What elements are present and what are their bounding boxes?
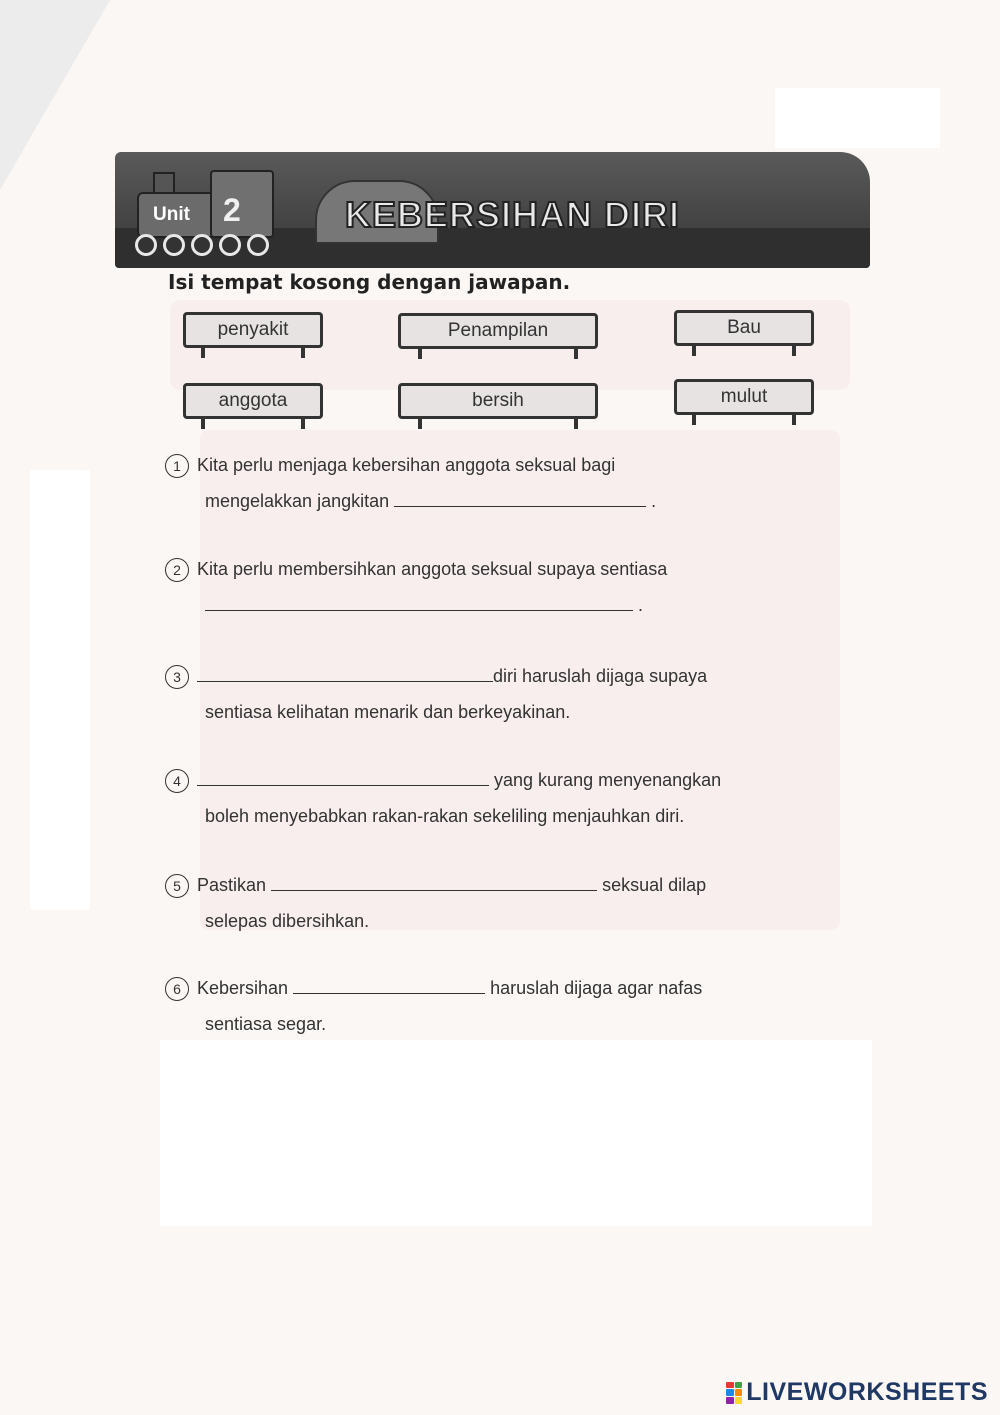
- word-sign-anggota: [183, 383, 323, 433]
- wheel: [163, 234, 185, 256]
- question-text: yang kurang menyenangkan: [494, 770, 722, 790]
- question-number: 3: [165, 665, 189, 689]
- answer-blank-2[interactable]: [205, 594, 633, 611]
- question-2: [165, 551, 667, 623]
- question-text: Kita perlu menjaga kebersihan anggota seksual bagi: [197, 455, 616, 475]
- question-text: Kebersihan: [197, 978, 289, 998]
- question-number: 2: [165, 558, 189, 582]
- question-number: 5: [165, 874, 189, 898]
- wheel: [191, 234, 213, 256]
- question-1: [165, 447, 656, 519]
- question-text: diri haruslah dijaga supaya: [493, 666, 708, 686]
- sign-post: [301, 346, 305, 358]
- word-sign-penampilan: [398, 313, 598, 363]
- punctuation: .: [651, 491, 657, 511]
- train-cab: [210, 170, 274, 238]
- word-sign-penyakit: [183, 312, 323, 362]
- unit-title: KEBERSIHAN DIRI: [345, 194, 681, 235]
- sign-post: [792, 344, 796, 356]
- sign-post: [692, 413, 696, 425]
- answer-blank-3[interactable]: [197, 665, 493, 682]
- question-text: Kita perlu membersihkan anggota seksual supaya sentiasa: [197, 559, 668, 579]
- instruction-text: Isi tempat kosong dengan jawapan.: [168, 270, 571, 294]
- train-wheels: [135, 234, 269, 256]
- sign-post: [792, 413, 796, 425]
- sign-post: [201, 346, 205, 358]
- word-label: anggota: [183, 383, 323, 419]
- wheel: [219, 234, 241, 256]
- answer-blank-1[interactable]: [394, 490, 646, 507]
- sign-post: [301, 417, 305, 429]
- logo-icon: [726, 1382, 742, 1404]
- question-number: 4: [165, 769, 189, 793]
- sign-post: [418, 347, 422, 359]
- liveworksheets-logo: [726, 1378, 988, 1407]
- question-text: mengelakkan jangkitan: [205, 491, 390, 511]
- white-patch: [30, 470, 90, 910]
- answer-blank-4[interactable]: [197, 769, 489, 786]
- sign-post: [574, 347, 578, 359]
- wheel: [247, 234, 269, 256]
- answer-blank-6[interactable]: [293, 977, 485, 994]
- sign-post: [201, 417, 205, 429]
- question-5: [165, 867, 706, 939]
- word-label: mulut: [674, 379, 814, 415]
- question-4: [165, 762, 721, 834]
- paper-fold-corner: [0, 0, 110, 190]
- punctuation: .: [638, 595, 644, 615]
- question-3: [165, 658, 707, 730]
- question-text: haruslah dijaga agar nafas: [490, 978, 703, 998]
- unit-label: Unit: [153, 204, 190, 225]
- word-label: Penampilan: [398, 313, 598, 349]
- brand-name: LIVEWORKSHEETS: [746, 1378, 988, 1406]
- word-label: bersih: [398, 383, 598, 419]
- word-label: Bau: [674, 310, 814, 346]
- question-text: selepas dibersihkan.: [205, 911, 370, 931]
- word-sign-bau: [674, 310, 814, 360]
- question-text: sentiasa segar.: [205, 1014, 327, 1034]
- question-text: Pastikan: [197, 875, 267, 895]
- white-patch: [160, 1040, 872, 1226]
- unit-number: 2: [223, 192, 241, 228]
- sign-post: [692, 344, 696, 356]
- wheel: [135, 234, 157, 256]
- word-label: penyakit: [183, 312, 323, 348]
- word-sign-bersih: [398, 383, 598, 433]
- white-patch: [775, 88, 940, 148]
- unit-banner: [115, 152, 870, 268]
- answer-blank-5[interactable]: [271, 874, 597, 891]
- sign-post: [574, 417, 578, 429]
- question-text: seksual dilap: [602, 875, 707, 895]
- sign-post: [418, 417, 422, 429]
- question-text: sentiasa kelihatan menarik dan berkeyakinan.: [205, 702, 571, 722]
- question-text: boleh menyebabkan rakan-rakan sekeliling menjauhkan diri.: [205, 806, 685, 826]
- question-number: 1: [165, 454, 189, 478]
- word-sign-mulut: [674, 379, 814, 429]
- question-number: 6: [165, 977, 189, 1001]
- question-6: [165, 970, 702, 1042]
